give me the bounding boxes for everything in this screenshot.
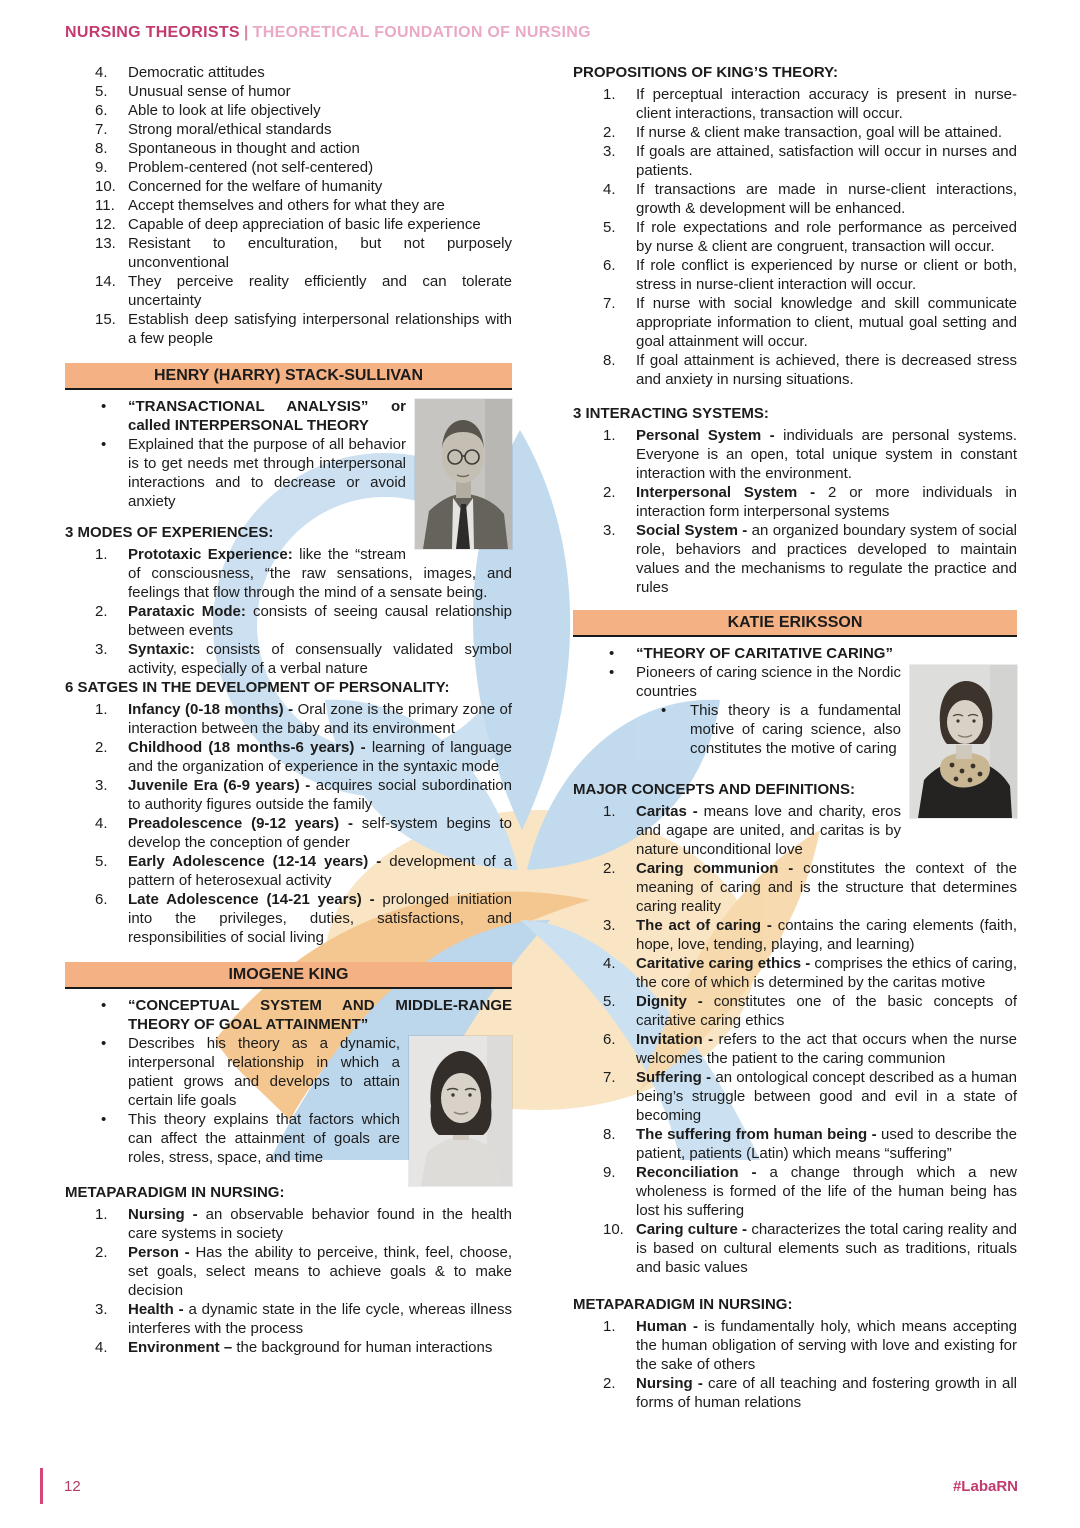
metaparadigm-right-heading: METAPARADIGM IN NURSING:: [573, 1296, 793, 1313]
page-number: 12: [64, 1478, 81, 1495]
list-text-bold: Person -: [128, 1244, 190, 1261]
list-text: [636, 645, 893, 662]
proposition-item: [573, 85, 1017, 123]
eriksson-bullet: [573, 663, 1017, 701]
list-text: [690, 702, 901, 757]
list-text-bold: Interpersonal System -: [636, 484, 816, 501]
list-text: [128, 777, 512, 813]
list-text: [128, 603, 512, 639]
characteristics-list: [65, 63, 512, 348]
list-text: [128, 853, 512, 889]
concept-item: [573, 1068, 1017, 1125]
characteristics-item: [65, 63, 512, 82]
list-number: 3.: [95, 641, 108, 658]
modes-heading: 3 MODES OF EXPERIENCES:: [65, 524, 274, 541]
list-text-body: If role expectations and role performance as perceived by nurse & client are congruent, transaction will occur.: [636, 219, 1017, 255]
list-text: [636, 352, 1017, 388]
list-text-bold: “THEORY OF CARITATIVE CARING”: [636, 645, 893, 662]
stages-heading: 6 SATGES IN THE DEVELOPMENT OF PERSONALITY:: [65, 679, 450, 696]
characteristics-item: [65, 196, 512, 215]
bullet-icon: •: [661, 702, 667, 719]
list-number: 2.: [95, 603, 108, 620]
list-number: 1.: [603, 427, 616, 444]
list-text: [128, 273, 512, 309]
characteristics-item: [65, 82, 512, 101]
list-text-bold: Social System -: [636, 522, 748, 539]
list-number: 6.: [95, 891, 108, 908]
list-text: [128, 64, 265, 81]
list-text-body: acquires social subordination to authority figures outside the family: [128, 777, 512, 813]
characteristics-item: [65, 272, 512, 310]
concept-item: [573, 1030, 1017, 1068]
list-text-body: Strong moral/ethical standards: [128, 121, 332, 138]
bullet-icon: •: [101, 997, 107, 1014]
system-item: [573, 426, 1017, 483]
list-text: [128, 1339, 492, 1356]
list-number: 2.: [95, 739, 108, 756]
list-text: [636, 1069, 1017, 1124]
eriksson-section-header: KATIE ERIKSSON: [573, 610, 1017, 637]
page-header: [65, 24, 591, 42]
list-text: [636, 1164, 1017, 1219]
list-text: [128, 701, 512, 737]
list-text-body: Democratic attitudes: [128, 64, 265, 81]
list-text: [636, 124, 1002, 141]
proposition-item: [573, 218, 1017, 256]
list-number: 10.: [603, 1221, 624, 1238]
metaparadigm-item: [65, 1243, 512, 1300]
list-number: 1.: [603, 1318, 616, 1335]
concept-item: [573, 1220, 1017, 1277]
bullet-icon: •: [101, 398, 107, 415]
bullet-icon: •: [101, 1111, 107, 1128]
list-text-body: constitutes one of the basic concepts of caritative caring ethics: [636, 993, 1017, 1029]
metaparadigm-item: [65, 1205, 512, 1243]
list-text-body: If goals are attained, satisfaction will occur in nurses and patients.: [636, 143, 1017, 179]
stages-item: [65, 700, 512, 738]
characteristics-item: [65, 120, 512, 139]
list-number: 7.: [95, 121, 108, 138]
king-bullet: [65, 1110, 512, 1167]
header-subtitle: THEORETICAL FOUNDATION OF NURSING: [252, 24, 591, 41]
list-number: 5.: [603, 993, 616, 1010]
list-text-bold: “TRANSACTIONAL ANALYSIS” or called INTERPERSONAL THEORY: [128, 398, 406, 434]
concept-item: [573, 916, 1017, 954]
list-text-bold: Juvenile Era (6-9 years) -: [128, 777, 311, 794]
stages-list: [65, 700, 512, 947]
list-text-body: an ontological concept described as a human being’s struggle between good and evil in a state of becoming: [636, 1069, 1017, 1124]
list-text-bold: Nursing -: [128, 1206, 198, 1223]
characteristics-item: [65, 215, 512, 234]
list-text-body: Capable of deep appreciation of basic life experience: [128, 216, 481, 233]
king-bullet: [65, 996, 512, 1034]
list-number: 9.: [603, 1164, 616, 1181]
list-number: 2.: [603, 860, 616, 877]
list-text: [636, 1031, 1017, 1067]
list-text: [636, 181, 1017, 217]
list-text-body: If nurse with social knowledge and skill communicate appropriate information to client, mutual goal setting and goal attainment will occur.: [636, 295, 1017, 350]
list-text-body: Resistant to enculturation, but not purposely unconventional: [128, 235, 512, 271]
list-text-body: 2 or more individuals in interaction form interpersonal systems: [636, 484, 1018, 520]
sullivan-bullet: [65, 397, 512, 435]
list-text-body: a change through which a new wholeness is formed of the life of the human being has lost his suffering: [636, 1164, 1017, 1219]
metaparadigm-left-heading: METAPARADIGM IN NURSING:: [65, 1184, 285, 1201]
proposition-item: [573, 123, 1017, 142]
propositions-list: [573, 85, 1017, 389]
right-column: [573, 63, 1017, 1412]
list-text: [636, 484, 1017, 520]
list-number: 3.: [603, 917, 616, 934]
modes-item: [65, 545, 512, 602]
list-text-body: Able to look at life objectively: [128, 102, 321, 119]
list-text: [128, 83, 291, 100]
list-text: [636, 1221, 1017, 1276]
list-text-body: used to describe the patient, patients (Latin) which means “suffering”: [636, 1126, 1017, 1162]
list-text-body: If role conflict is experienced by nurse or client or both, stress in nurse-client interaction will occur.: [636, 257, 1017, 293]
list-text-body: If goal attainment is achieved, there is decreased stress and anxiety in nursing situations.: [636, 352, 1017, 388]
list-number: 4.: [603, 955, 616, 972]
sullivan-bullets: [65, 397, 512, 511]
left-column: [65, 63, 512, 1357]
concept-item: [573, 954, 1017, 992]
list-text: [128, 546, 512, 601]
list-text-body: consists of seeing causal relationship between events: [128, 603, 513, 639]
list-text: [128, 398, 406, 434]
list-text-bold: Suffering -: [636, 1069, 712, 1086]
list-text-bold: Syntaxic:: [128, 641, 195, 658]
list-text-bold: Caritative caring ethics -: [636, 955, 811, 972]
list-text: [128, 641, 512, 677]
list-text-body: characterizes the total caring reality and is based on cultural elements such as traditions, rituals and basic values: [636, 1221, 1017, 1276]
list-text: [128, 178, 382, 195]
concept-item: [573, 992, 1017, 1030]
list-text: [636, 860, 1017, 915]
concept-item: [573, 859, 1017, 916]
list-text: [128, 235, 512, 271]
list-text-body: refers to the act that occurs when the nurse welcomes the patient to the caring communion: [636, 1031, 1017, 1067]
list-text-body: care of all teaching and fostering growth in all forms of human relations: [636, 1375, 1017, 1411]
list-text: [128, 739, 512, 775]
list-text-bold: Late Adolescence (14-21 years) -: [128, 891, 375, 908]
bullet-icon: •: [101, 1035, 107, 1052]
modes-item: [65, 602, 512, 640]
list-text-bold: Caring culture -: [636, 1221, 748, 1238]
list-text: [636, 917, 1017, 953]
list-text-body: learning of language and the organization of experience in the syntaxic mode: [128, 739, 512, 775]
list-number: 15.: [95, 311, 116, 328]
list-text: [128, 216, 481, 233]
sullivan-section-header: HENRY (HARRY) STACK-SULLIVAN: [65, 363, 512, 390]
footer-accent-bar: [40, 1468, 43, 1504]
list-text-bold: The suffering from human being -: [636, 1126, 877, 1143]
list-text: [128, 1206, 512, 1242]
list-number: 7.: [603, 1069, 616, 1086]
bullet-icon: •: [609, 664, 615, 681]
list-text-bold: Dignity -: [636, 993, 703, 1010]
concept-item: [573, 802, 1017, 859]
characteristics-item: [65, 177, 512, 196]
list-text-bold: Prototaxic Experience:: [128, 546, 293, 563]
list-number: 4.: [95, 815, 108, 832]
footer-hashtag: #LabaRN: [952, 1478, 1018, 1495]
list-text-body: Explained that the purpose of all behavior is to get needs met through interpersonal interactions and to decrease or avoid anxiety: [128, 436, 406, 510]
list-text-body: This theory is a fundamental motive of caring science, also constitutes the motive of caring: [690, 702, 901, 757]
list-number: 1.: [603, 86, 616, 103]
list-text: [128, 891, 512, 946]
concept-item: [573, 1163, 1017, 1220]
king-section-header: IMOGENE KING: [65, 962, 512, 989]
list-number: 6.: [603, 257, 616, 274]
list-text-bold: Early Adolescence (12-14 years) -: [128, 853, 382, 870]
list-text-bold: Environment –: [128, 1339, 233, 1356]
list-number: 5.: [603, 219, 616, 236]
list-text-body: Describes his theory as a dynamic, interpersonal relationship in which a patient grows and develops to attain certain life goals: [128, 1035, 400, 1109]
list-text: [128, 1035, 400, 1109]
list-text: [128, 140, 360, 157]
metaparadigm-right-list: [573, 1317, 1017, 1412]
eriksson-section: [573, 610, 1017, 758]
list-number: 14.: [95, 273, 116, 290]
list-text-body: a dynamic state in the life cycle, whereas illness interferes with the process: [128, 1301, 512, 1337]
list-number: 4.: [603, 181, 616, 198]
list-text-bold: Personal System -: [636, 427, 775, 444]
concept-item: [573, 1125, 1017, 1163]
eriksson-bullet: [573, 644, 1017, 663]
stages-item: [65, 814, 512, 852]
list-text: [636, 993, 1017, 1029]
characteristics-item: [65, 101, 512, 120]
characteristics-item: [65, 234, 512, 272]
propositions-heading: PROPOSITIONS OF KING’S THEORY:: [573, 64, 839, 81]
list-text: [636, 522, 1017, 596]
list-text-body: development of a pattern of heterosexual activity: [128, 853, 513, 889]
list-number: 3.: [603, 522, 616, 539]
list-text-bold: Infancy (0-18 months) -: [128, 701, 294, 718]
list-number: 2.: [603, 124, 616, 141]
list-text-body: Pioneers of caring science in the Nordic countries: [636, 664, 901, 700]
list-text: [128, 436, 406, 510]
proposition-item: [573, 256, 1017, 294]
list-number: 3.: [95, 777, 108, 794]
list-text-body: prolonged initiation into the privileges, duties, satisfactions, and responsibilities of social living: [128, 891, 512, 946]
list-text: [128, 197, 445, 214]
list-text-bold: Nursing -: [636, 1375, 703, 1392]
stages-item: [65, 852, 512, 890]
list-number: 13.: [95, 235, 116, 252]
list-number: 3.: [95, 1301, 108, 1318]
systems-heading: 3 INTERACTING SYSTEMS:: [573, 405, 769, 422]
list-text-body: Accept themselves and others for what they are: [128, 197, 445, 214]
list-text-bold: Parataxic Mode:: [128, 603, 246, 620]
list-text-body: the background for human interactions: [236, 1339, 493, 1356]
system-item: [573, 483, 1017, 521]
list-text-bold: Caring communion -: [636, 860, 794, 877]
metaparadigm-item: [573, 1374, 1017, 1412]
metaparadigm-item: [573, 1317, 1017, 1374]
list-text-body: individuals are personal systems. Everyone is an open, total unique system in constant interaction with the environment.: [636, 427, 1018, 482]
list-number: 4.: [95, 64, 108, 81]
metaparadigm-item: [65, 1300, 512, 1338]
list-text-bold: Childhood (18 months-6 years) -: [128, 739, 366, 756]
stages-item: [65, 776, 512, 814]
concepts-heading: MAJOR CONCEPTS AND DEFINITIONS:: [573, 781, 855, 798]
list-text: [636, 219, 1017, 255]
list-text: [636, 1126, 1017, 1162]
king-bullets: [65, 996, 512, 1167]
proposition-item: [573, 180, 1017, 218]
list-text-body: an organized boundary system of social role, behaviors and practices developed to maintain values and the mechanisms to regulate the practice and rules: [636, 522, 1017, 596]
list-text: [636, 86, 1017, 122]
list-number: 8.: [603, 352, 616, 369]
header-separator: |: [243, 24, 249, 41]
list-number: 1.: [95, 1206, 108, 1223]
list-text-body: consists of consensually validated symbol activity, especially of a verbal nature: [128, 641, 512, 677]
header-title: NURSING THEORISTS: [65, 24, 240, 41]
list-text: [128, 121, 331, 138]
list-text: [636, 295, 1017, 350]
list-text-bold: Health -: [128, 1301, 184, 1318]
list-text-body: self-system begins to develop the conception of gender: [128, 815, 513, 851]
king-bullet: [65, 1034, 512, 1110]
list-text-bold: Invitation -: [636, 1031, 714, 1048]
list-text: [636, 1318, 1017, 1373]
list-text-body: constitutes the context of the meaning of caring and is the structure that determines caring reality: [636, 860, 1017, 915]
eriksson-bullet: [573, 701, 1017, 758]
list-text-bold: “CONCEPTUAL SYSTEM AND MIDDLE-RANGE THEORY OF GOAL ATTAINMENT”: [128, 997, 512, 1033]
bullet-icon: •: [101, 436, 107, 453]
list-text: [128, 311, 512, 347]
list-text-body: If transactions are made in nurse-client interactions, growth & development will be enhanced.: [636, 181, 1017, 217]
characteristics-item: [65, 158, 512, 177]
list-number: 12.: [95, 216, 116, 233]
list-text-body: Oral zone is the primary zone of interaction between the baby and its environment: [128, 701, 513, 737]
list-text-bold: The act of caring -: [636, 917, 772, 934]
list-text-body: This theory explains that factors which can affect the attainment of goals are roles, stress, space, and time: [128, 1111, 400, 1166]
list-number: 2.: [603, 1375, 616, 1392]
list-number: 11.: [95, 197, 115, 214]
modes-item: [65, 640, 512, 678]
list-text-body: Spontaneous in thought and action: [128, 140, 360, 157]
list-text: [128, 815, 512, 851]
list-number: 6.: [603, 1031, 616, 1048]
list-text-body: If perceptual interaction accuracy is present in nurse-client interactions, transaction will occur.: [636, 86, 1017, 122]
list-text: [128, 1301, 512, 1337]
proposition-item: [573, 294, 1017, 351]
list-number: 6.: [95, 102, 108, 119]
systems-list: [573, 426, 1017, 597]
list-number: 9.: [95, 159, 108, 176]
list-text-body: Concerned for the welfare of humanity: [128, 178, 383, 195]
list-number: 8.: [603, 1126, 616, 1143]
list-text-bold: Human -: [636, 1318, 698, 1335]
list-text-body: They perceive reality efficiently and can tolerate uncertainty: [128, 273, 512, 309]
list-number: 10.: [95, 178, 116, 195]
list-text: [128, 997, 512, 1033]
modes-list: [65, 545, 512, 678]
list-text-body: Problem-centered (not self-centered): [128, 159, 374, 176]
list-number: 8.: [95, 140, 108, 157]
metaparadigm-left-list: [65, 1205, 512, 1357]
stages-item: [65, 738, 512, 776]
metaparadigm-item: [65, 1338, 512, 1357]
list-number: 1.: [603, 803, 616, 820]
proposition-item: [573, 351, 1017, 389]
sullivan-section: [65, 363, 512, 511]
king-section: [65, 962, 512, 1167]
list-text-bold: Reconciliation -: [636, 1164, 757, 1181]
list-text: [128, 159, 373, 176]
stages-item: [65, 890, 512, 947]
characteristics-item: [65, 310, 512, 348]
list-text-body: If nurse & client make transaction, goal will be attained.: [636, 124, 1003, 141]
list-text: [636, 143, 1017, 179]
list-text: [636, 427, 1017, 482]
list-text-body: like the “stream of consciousness, “the raw sensations, images, and feelings that flow through the mind of a sensate being.: [128, 546, 512, 601]
list-text: [636, 955, 1017, 991]
list-text: [636, 803, 901, 858]
list-text: [128, 1244, 512, 1299]
proposition-item: [573, 142, 1017, 180]
list-number: 4.: [95, 1339, 108, 1356]
characteristics-item: [65, 139, 512, 158]
list-number: 3.: [603, 143, 616, 160]
eriksson-bullets: [573, 644, 1017, 758]
list-number: 2.: [95, 1244, 108, 1261]
sullivan-bullet: [65, 435, 512, 511]
list-number: 1.: [95, 546, 108, 563]
list-text-body: Has the ability to perceive, think, feel, choose, set goals, select means to achieve goals & to make decision: [128, 1244, 513, 1299]
bullet-icon: •: [609, 645, 615, 662]
list-text-bold: Preadolescence (9-12 years) -: [128, 815, 353, 832]
list-number: 7.: [603, 295, 616, 312]
list-text-body: is fundamentally holy, which means accepting the human obligation of serving with love and existing for the sake of others: [636, 1318, 1018, 1373]
list-number: 5.: [95, 83, 108, 100]
list-text: [636, 1375, 1017, 1411]
list-text: [128, 1111, 400, 1166]
system-item: [573, 521, 1017, 597]
list-text-body: means love and charity, eros and agape are united, and caritas is by nature unconditional love: [636, 803, 901, 858]
list-text: [636, 664, 901, 700]
list-text-bold: Caritas -: [636, 803, 698, 820]
list-text: [636, 257, 1017, 293]
list-text-body: comprises the ethics of caring, the core of which is determined by the caritas motive: [636, 955, 1017, 991]
concepts-list: [573, 802, 1017, 1277]
list-number: 1.: [95, 701, 108, 718]
list-text-body: contains the caring elements (faith, hope, love, tending, playing, and learning): [636, 917, 1018, 953]
list-text-body: Establish deep satisfying interpersonal relationships with a few people: [128, 311, 512, 347]
list-text: [128, 102, 321, 119]
list-number: 2.: [603, 484, 616, 501]
list-number: 5.: [95, 853, 108, 870]
list-text-body: an observable behavior found in the health care systems in society: [128, 1206, 512, 1242]
list-text-body: Unusual sense of humor: [128, 83, 291, 100]
